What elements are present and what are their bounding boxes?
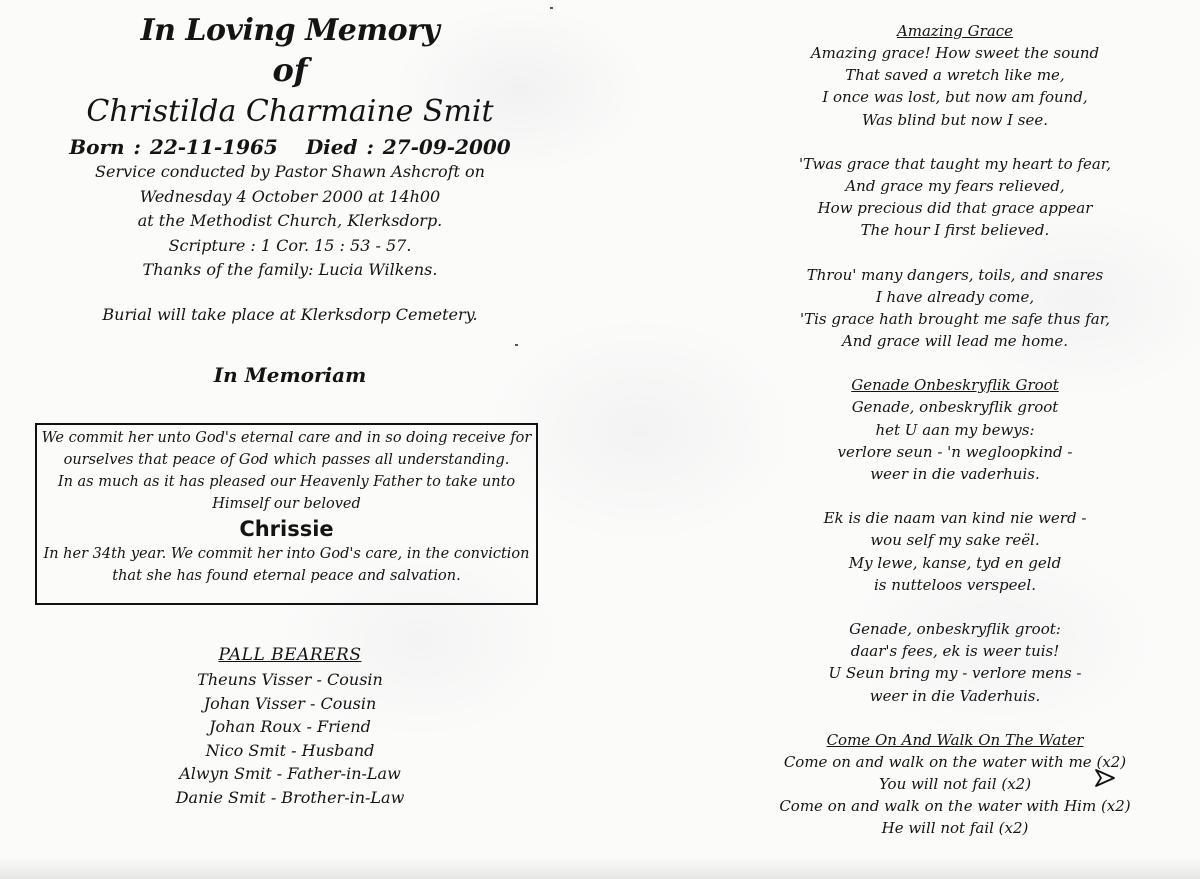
pall-bearer: Alwyn Smit - Father-in-Law xyxy=(179,764,401,783)
hymn-title: Genade Onbeskryflik Groot xyxy=(851,376,1059,395)
pall-bearers-title: PALL BEARERS xyxy=(218,645,362,665)
hymn-line: And grace my fears relieved, xyxy=(845,177,1065,196)
hymn-line: is nutteloos verspeel. xyxy=(874,575,1036,594)
hymn-line: daar's fees, ek is weer tuis! xyxy=(850,642,1060,661)
hymn-line: verlore seun - 'n wegloopkind - xyxy=(837,442,1073,461)
hymn-line: Throu' many dangers, toils, and snares xyxy=(806,265,1104,284)
pall-bearer: Johan Visser - Cousin xyxy=(203,693,377,713)
page-edge xyxy=(0,858,1200,879)
memoriam-line: ourselves that peace of God which passes all understanding. xyxy=(63,452,510,468)
scan-speck xyxy=(550,7,553,9)
hymn-line: wou self my sake reël. xyxy=(870,531,1040,550)
service-line: Service conducted by Pastor Shawn Ashcroft on xyxy=(95,162,485,181)
hymn-title: Come On And Walk On The Water xyxy=(826,730,1084,749)
memoriam-line: In her 34th year. We commit her into God's care, in the conviction xyxy=(43,546,530,562)
pall-bearers-list xyxy=(20,668,560,809)
pall-bearer: Johan Roux - Friend xyxy=(209,717,371,736)
scan-speck xyxy=(515,344,518,346)
memoriam-line: that she has found eternal peace and salvation. xyxy=(112,568,461,584)
hymn-line: weer in die vaderhuis. xyxy=(870,465,1040,484)
hymn-line: How precious did that grace appear xyxy=(817,199,1093,218)
service-line: Thanks of the family: Lucia Wilkens. xyxy=(142,260,438,279)
memoriam-name: Chrissie xyxy=(239,517,334,541)
hymn-line: 'Twas grace that taught my heart to fear, xyxy=(798,154,1112,173)
right-panel xyxy=(690,20,1200,840)
memoriam-line: In as much as it has pleased our Heavenly Father to take unto xyxy=(57,474,516,490)
deceased-name: Christilda Charmaine Smit xyxy=(86,94,494,129)
hymn-line: You will not fail (x2) xyxy=(878,775,1032,794)
hymn-line: U Seun bring my - verlore mens - xyxy=(828,664,1082,683)
hymn-line: Come on and walk on the water with Him (x2) xyxy=(779,797,1131,816)
hymn-line: Amazing grace! How sweet the sound xyxy=(810,44,1100,62)
hymn-line: I once was lost, but now am found, xyxy=(822,88,1088,107)
hymn-line: He will not fail (x2) xyxy=(881,819,1029,838)
memoriam-title: In Memoriam xyxy=(213,362,367,387)
pall-bearer: Danie Smit - Brother-in-Law xyxy=(175,787,405,807)
service-details xyxy=(20,160,560,283)
hymn-line: 'Tis grace hath brought me safe thus far, xyxy=(799,310,1111,329)
died-date: Died : 27-09-2000 xyxy=(305,135,511,159)
memoriam-line: Himself our beloved xyxy=(212,496,361,512)
hymn-line: weer in die Vaderhuis. xyxy=(869,686,1041,705)
hymn-line: And grace will lead me home. xyxy=(841,332,1069,351)
hymn-line: het U aan my bewys: xyxy=(875,420,1035,439)
hymn-line: The hour I first believed. xyxy=(860,221,1050,240)
pall-bearer: Nico Smit - Husband xyxy=(205,740,375,760)
hymn-line: That saved a wretch like me, xyxy=(845,66,1065,85)
hymn-line: Genade, onbeskryflik groot xyxy=(851,398,1059,417)
title-of: of xyxy=(272,51,308,89)
memoriam-line: We commit her unto God's eternal care and in so doing receive for xyxy=(41,430,532,446)
hymn-line: I have already come, xyxy=(875,287,1035,306)
service-line: at the Methodist Church, Klerksdorp. xyxy=(137,211,443,230)
hymn-line: Ek is die naam van kind nie werd - xyxy=(823,509,1087,528)
hymn-title: Amazing Grace xyxy=(896,22,1014,40)
hymn-line: My lewe, kanse, tyd en geld xyxy=(848,553,1062,572)
left-panel xyxy=(20,14,560,389)
memoriam-box xyxy=(35,423,538,605)
hymn-line: Come on and walk on the water with me (x2) xyxy=(783,752,1127,771)
burial-notice: Burial will take place at Klerksdorp Cemetery. xyxy=(102,304,478,324)
arrow-right-icon[interactable] xyxy=(1094,768,1116,788)
hymn-line: Genade, onbeskryflik groot: xyxy=(849,620,1061,639)
pall-bearer: Theuns Visser - Cousin xyxy=(197,670,383,689)
service-line: Wednesday 4 October 2000 at 14h00 xyxy=(139,186,441,206)
page-title: In Loving Memory xyxy=(140,13,440,48)
life-dates xyxy=(20,134,560,160)
born-date: Born : 22-11-1965 xyxy=(69,135,278,159)
service-line: Scripture : 1 Cor. 15 : 53 - 57. xyxy=(168,235,412,255)
hymn-line: Was blind but now I see. xyxy=(861,110,1049,129)
